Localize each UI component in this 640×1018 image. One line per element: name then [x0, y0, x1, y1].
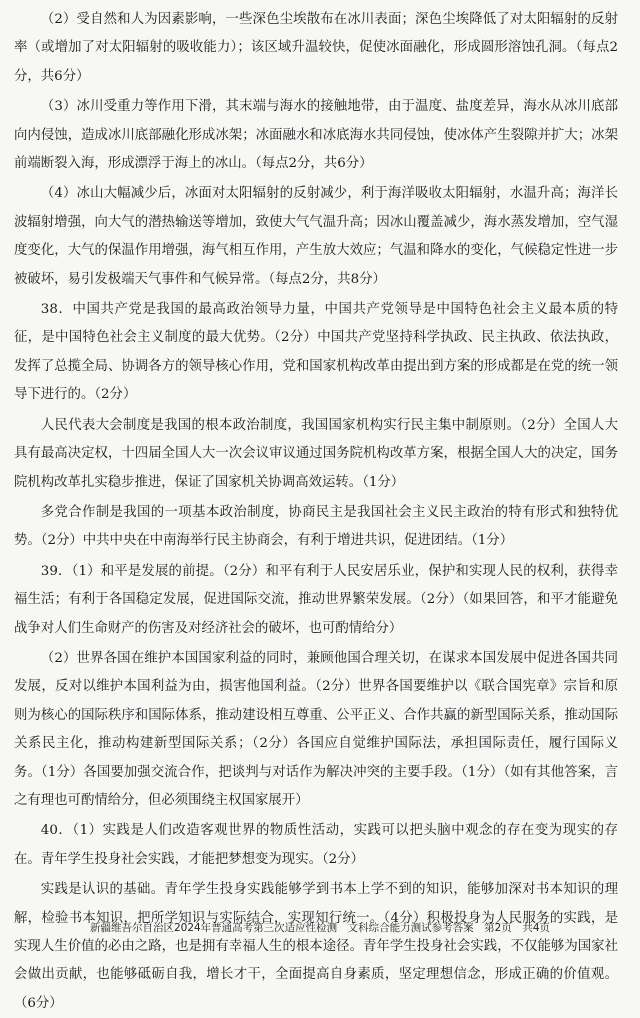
answer-37-2: （2）受自然和人为因素影响，一些深色尘埃散布在冰川表面；深色尘埃降低了对太阳辐射的反射率（或增加了对太阳辐射的吸收能力）；该区域升温较快，促使冰面融化，形成圆形溶蚀孔洞。（每点2分，共6分） [14, 12, 618, 84]
answer-40-practice: 实践是认识的基础。青年学生投身实践能够学到书本上学不到的知识，能够加深对书本知识的理解，检验书本知识，把所学知识与实际结合，实现知行统一。（4分）积极投身为人民服务的实践，是实现人生价值的必由之路，也是拥有幸福人生的根本途径。青年学生投身社会实践，不仅能够为国家社会做出贡献，也能够砥砺自我，增长才干，全面提高自身素质，坚定理想信念，形成正确的价值观。（6分） [14, 882, 618, 1011]
answer-38-npc: 人民代表大会制度是我国的根本政治制度，我国国家机构实行民主集中制原则。（2分）全国人大具有最高决定权，十四届全国人大一次会议审议通过国务院机构改革方案，根据全国人大的决定，国务院机构改革扎实稳步推进，保证了国家机关协调高效运转。（1分） [14, 417, 618, 490]
answer-38-cooperation: 多党合作制是我国的一项基本政治制度，协商民主是我国社会主义民主政治的特有形式和独特优势。（2分）中共中央在中南海举行民主协商会，有利于增进共识，促进团结。（1分） [14, 504, 618, 549]
answer-38-party: 38．中国共产党是我国的最高政治领导力量，中国共产党领导是中国特色社会主义最本质的特征，是中国特色社会主义制度的最大优势。（2分）中国共产党坚持科学执政、民主执政、依法执政，发挥了总揽全局、协调各方的领导核心作用，党和国家机构改革由提出到方案的形成都是在党的统一领导下进行的。（2分） [14, 302, 618, 403]
page-footer: 新疆维吾尔自治区2024年普通高考第三次适应性检测 文科综合能力测试参考答案 第2页 共4页 [89, 922, 551, 934]
answer-39-2: （2）世界各国在维护本国国家利益的同时，兼顾他国合理关切，在谋求本国发展中促进各国共同发展，反对以维护本国利益为由，损害他国利益。（2分）世界各国要维护以《联合国宪章》宗旨和原则为核心的国际秩序和国际体系，推动建设相互尊重、公平正义、合作共赢的新型国际关系，推动国际关系民主化，推动构建新型国际关系；（2分）各国应自觉维护国际法，承担国际责任，履行国际义务。（1分）各国要加强交流合作，把谈判与对话作为解决冲突的主要手段。（1分）（如有其他答案，言之有理也可酌情给分，但必须围绕主权国家展开） [14, 650, 618, 808]
answer-40-1: 40．（1）实践是人们改造客观世界的物质性活动，实践可以把头脑中观念的存在变为现实的存在。青年学生投身社会实践，才能把梦想变为现实。（2分） [14, 823, 618, 867]
answer-37-3: （3）冰川受重力等作用下滑，其末端与海水的接触地带，由于温度、盐度差异，海水从冰川底部向内侵蚀，造成冰川底部融化形成冰架；冰面融水和冰底海水共同侵蚀，使冰体产生裂隙并扩大；冰架前端断裂入海，形成漂浮于海上的冰山。（每点2分，共6分） [14, 99, 618, 172]
answer-37-4: （4）冰山大幅减少后，冰面对太阳辐射的反射减少，利于海洋吸收太阳辐射，水温升高；海洋长波辐射增强，向大气的潜热输送等增加，致使大气气温升高；因冰山覆盖减少，海水蒸发增加，空气湿度变化，大气的保温作用增强，海气相互作用，产生放大效应；气温和降水的变化，气候稳定性进一步被破坏，易引发极端天气事件和气候异常。（每点2分，共8分） [14, 186, 618, 287]
answer-39-1: 39．（1）和平是发展的前提。（2分）和平有利于人民安居乐业，保护和实现人民的权利，获得幸福生活；有利于各国稳定发展，促进国际交流，推动世界繁荣发展。（2分）（如果回答，和平才能避免战争对人们生命财产的伤害及对经济社会的破坏，也可酌情给分） [14, 563, 618, 636]
